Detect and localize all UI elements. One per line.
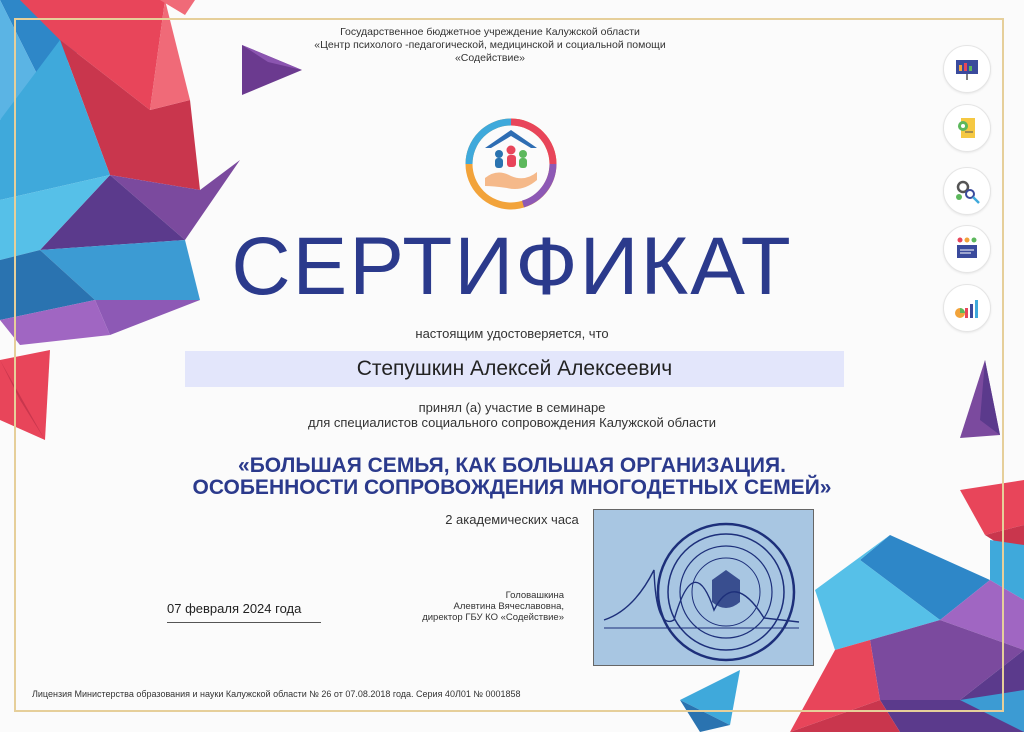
signer-position: директор ГБУ КО «Содействие» xyxy=(422,612,564,623)
seminar-title-line-2: ОСОБЕННОСТИ СОПРОВОЖДЕНИЯ МНОГОДЕТНЫХ СЕМЕЙ» xyxy=(192,476,832,499)
organization-line-3: «Содействие» xyxy=(454,52,526,64)
signer-surname: Головашкина xyxy=(505,590,564,601)
organization-header xyxy=(130,26,850,65)
people-board-icon xyxy=(943,225,991,273)
signer-block xyxy=(370,590,564,623)
academic-hours: 2 академических часа xyxy=(445,512,579,527)
chart-report-icon xyxy=(943,284,991,332)
seminar-title xyxy=(0,455,1024,499)
document-gears-icon xyxy=(943,104,991,152)
gears-magnifier-icon xyxy=(943,167,991,215)
issue-date: 07 февраля 2024 года xyxy=(167,601,321,623)
seminar-title-line-1: «БОЛЬШАЯ СЕМЬЯ, КАК БОЛЬШАЯ ОРГАНИЗАЦИЯ. xyxy=(238,454,786,477)
signer-name: Алевтина Вячеславовна, xyxy=(453,601,564,612)
recipient-name: Степушкин Алексей Алексеевич xyxy=(185,351,844,387)
organization-line-1: Государственное бюджетное учреждение Калужской области xyxy=(340,26,640,38)
organization-logo xyxy=(463,116,559,212)
organization-line-2: «Центр психолого -педагогической, медицинской и социальной помощи xyxy=(314,39,666,51)
participation-text xyxy=(0,400,1024,430)
presentation-board-icon xyxy=(943,45,991,93)
participation-line-2: для специалистов социального сопровождения Калужской области xyxy=(308,415,716,430)
certificate-title: СЕРТИФИКАТ xyxy=(231,221,793,312)
certifies-text: настоящим удостоверяется, что xyxy=(415,326,609,341)
participation-line-1: принял (а) участие в семинаре xyxy=(418,400,606,415)
official-seal-stamp xyxy=(593,509,814,666)
license-text: Лицензия Министерства образования и науки Калужской области № 26 от 07.08.2018 года. Серия 40Л01 № 0001858 xyxy=(32,689,521,699)
